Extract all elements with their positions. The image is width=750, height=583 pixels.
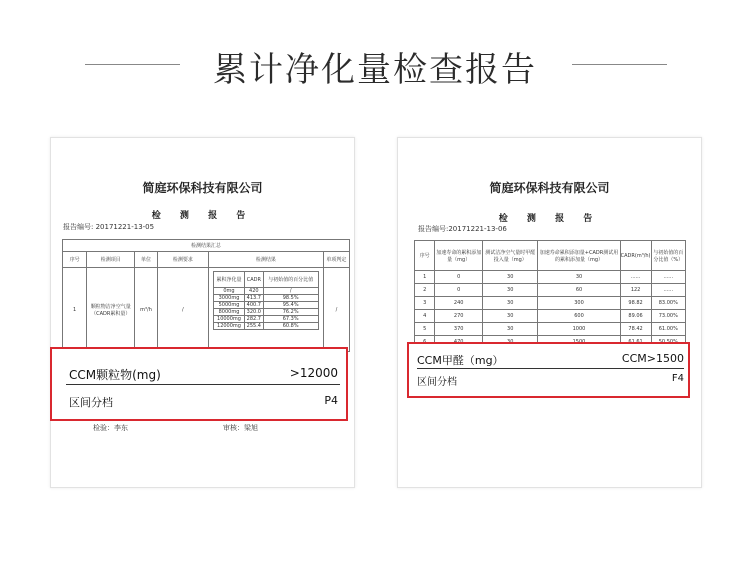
table-cell: 0mg	[213, 288, 244, 295]
table-cell: ......	[651, 271, 685, 284]
right-highlight-box	[407, 342, 690, 398]
table-row	[415, 297, 686, 310]
title-right-rule	[572, 64, 667, 65]
left-th-verdict: 单项判定	[323, 252, 349, 268]
table-cell: 370	[435, 323, 483, 336]
left-row-verdict: /	[323, 268, 349, 352]
table-cell: 3000mg	[213, 295, 244, 302]
table-cell: 2	[415, 284, 435, 297]
table-cell: ......	[651, 284, 685, 297]
table-cell: 30	[483, 297, 538, 310]
table-cell: 60	[538, 284, 620, 297]
right-company-name: 简庭环保科技有限公司	[489, 181, 610, 195]
table-cell: 320.0	[245, 309, 263, 316]
left-highlight-box	[50, 347, 348, 421]
table-row	[415, 271, 686, 284]
table-cell: 67.3%	[263, 316, 318, 323]
left-reviewer: 审核：梁旭	[223, 424, 258, 432]
left-company-name: 简庭环保科技有限公司	[142, 181, 263, 195]
left-result-value: >12000	[289, 366, 338, 380]
right-result-divider	[417, 368, 684, 369]
left-th-result: 检测结果	[208, 252, 323, 268]
table-row	[415, 284, 686, 297]
left-th-requirement: 检测要求	[157, 252, 208, 268]
table-cell: 420	[245, 288, 263, 295]
right-grade-label: 区间分档	[417, 377, 457, 388]
table-cell: 98.5%	[263, 295, 318, 302]
right-th-input: 测试洁净空气量时甲醛投入量（mg）	[483, 241, 538, 271]
table-row	[415, 323, 686, 336]
table-cell: 255.4	[245, 323, 263, 330]
left-nested-results-table	[213, 271, 319, 330]
right-th-cadr: CADR(m³/h)	[620, 241, 651, 271]
right-result-label: CCM甲醛（mg）	[417, 354, 504, 367]
table-cell: ......	[620, 271, 651, 284]
table-cell: 30	[538, 271, 620, 284]
left-result-label: CCM颗粒物(mg)	[69, 368, 161, 382]
table-cell: 83.00%	[651, 297, 685, 310]
right-result-value: CCM>1500	[621, 352, 684, 365]
left-grade-label: 区间分档	[69, 396, 113, 409]
left-grade-value: P4	[324, 394, 338, 407]
table-cell: 76.2%	[263, 309, 318, 316]
table-cell: 95.4%	[263, 302, 318, 309]
left-result-divider	[66, 384, 340, 385]
left-th-unit: 单位	[135, 252, 158, 268]
table-cell: 5	[415, 323, 435, 336]
left-sub-th-percent: 与初始值的百分比值	[263, 272, 318, 288]
title-left-rule	[85, 64, 180, 65]
table-cell: 60.8%	[263, 323, 318, 330]
table-cell: 3	[415, 297, 435, 310]
page-title: 累计净化量检查报告	[213, 50, 537, 90]
left-row-results	[208, 268, 323, 352]
table-row	[415, 310, 686, 323]
table-cell: 5000mg	[213, 302, 244, 309]
left-row-requirement: /	[157, 268, 208, 352]
left-th-index: 序号	[63, 252, 87, 268]
table-cell: 413.7	[245, 295, 263, 302]
table-cell: 300	[538, 297, 620, 310]
left-table-caption: 检测结果汇总	[63, 240, 350, 252]
left-sub-th-cumulative: 累积净化量	[213, 272, 244, 288]
right-th-percent: 与初始值的百分比值（%）	[651, 241, 685, 271]
table-cell: 30	[483, 271, 538, 284]
left-sub-th-cadr: CADR	[245, 272, 263, 288]
left-report-title: 检 测 报 告	[151, 211, 254, 221]
left-report-card	[50, 137, 355, 488]
left-row-item: 颗粒物洁净空气量（CADR累积量）	[87, 268, 135, 352]
table-cell: 0	[435, 284, 483, 297]
left-row-index: 1	[63, 268, 87, 352]
left-inspector: 检验：李东	[93, 424, 128, 432]
right-report-card	[397, 137, 702, 488]
table-cell: 12000mg	[213, 323, 244, 330]
left-report-number: 报告编号: 20171221-13-05	[63, 223, 155, 231]
table-cell: 1	[415, 271, 435, 284]
table-cell: 282.7	[245, 316, 263, 323]
table-cell: 78.42	[620, 323, 651, 336]
table-cell: 73.00%	[651, 310, 685, 323]
table-cell: 89.06	[620, 310, 651, 323]
left-results-table	[62, 239, 350, 352]
table-cell: 10000mg	[213, 316, 244, 323]
right-grade-value: F4	[671, 373, 684, 384]
table-cell: 600	[538, 310, 620, 323]
table-cell: 1000	[538, 323, 620, 336]
table-cell: 0	[435, 271, 483, 284]
table-cell: 30	[483, 310, 538, 323]
right-report-number: 报告编号:20171221-13-06	[418, 225, 507, 233]
table-cell: 61.00%	[651, 323, 685, 336]
table-cell: 4	[415, 310, 435, 323]
right-results-table	[414, 240, 686, 349]
right-th-cumulative: 加速寿命累积添加量+CADR测试用的累积添加量（mg）	[538, 241, 620, 271]
table-cell: 30	[483, 323, 538, 336]
right-th-index: 序号	[415, 241, 435, 271]
left-th-item: 检测项目	[87, 252, 135, 268]
table-cell: /	[263, 288, 318, 295]
table-cell: 30	[483, 284, 538, 297]
table-cell: 270	[435, 310, 483, 323]
right-th-accel: 加速寿命的累积添加量（mg）	[435, 241, 483, 271]
table-cell: 400.7	[245, 302, 263, 309]
right-report-title: 检 测 报 告	[498, 214, 601, 224]
table-cell: 122	[620, 284, 651, 297]
table-cell: 98.82	[620, 297, 651, 310]
table-cell: 8000mg	[213, 309, 244, 316]
table-cell: 240	[435, 297, 483, 310]
left-row-unit: m³/h	[135, 268, 158, 352]
